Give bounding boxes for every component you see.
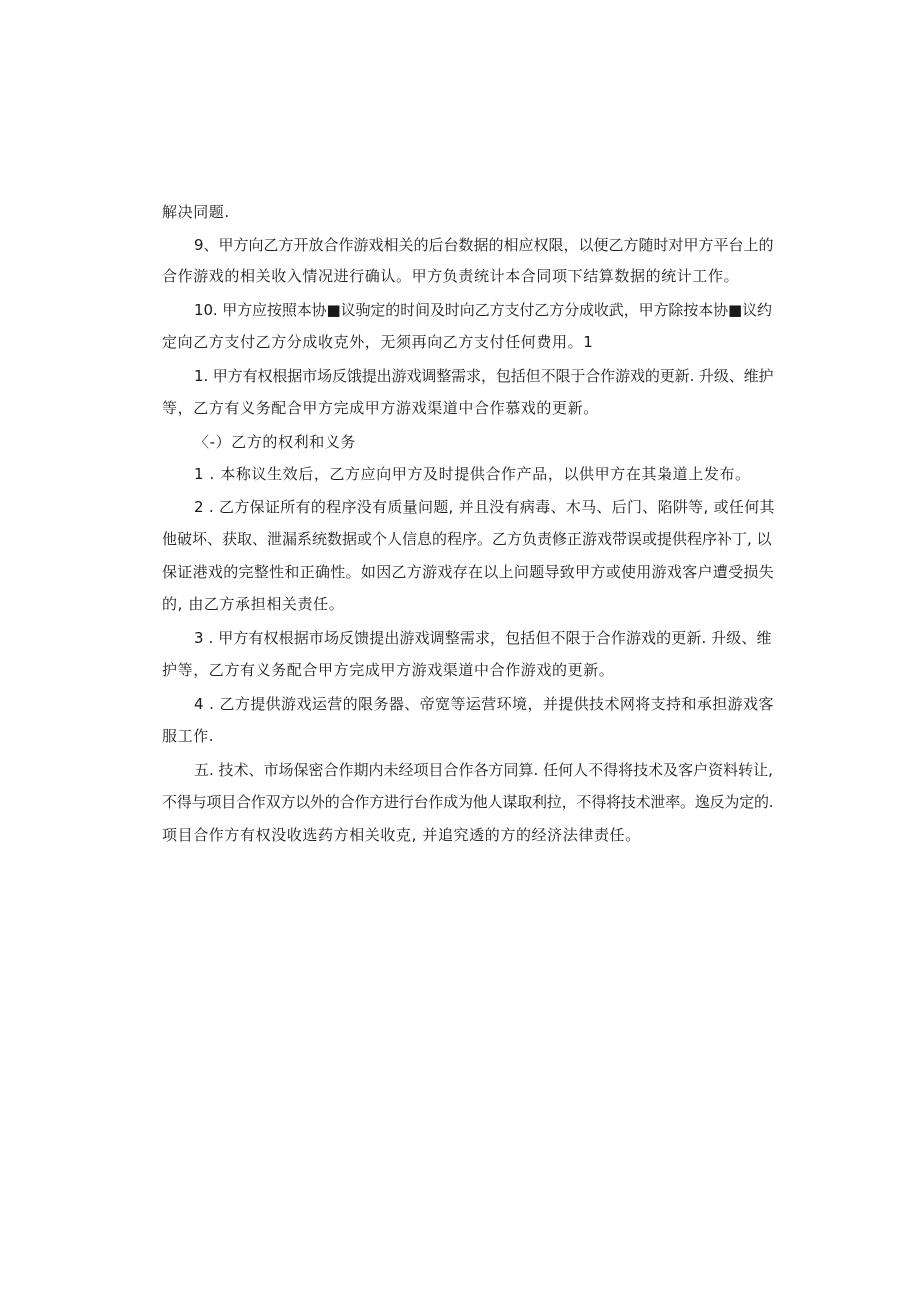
paragraph-line: 2 . 乙方保证所有的程序没有质量问题, 并且没有病毒、木马、后门、陷阱等, 或任何其 bbox=[194, 498, 775, 516]
paragraph-line: 1 . 本称议生效后，乙方应向甲方及时提供合作产品，以供甲方在其枭道上发布。 bbox=[194, 465, 751, 483]
paragraph-line: 定向乙方支付乙方分成收克外，无须再向乙方支付任何费用。1 bbox=[162, 333, 594, 351]
paragraph-line: 1. 甲方有权根据市场反饿提出游戏调整需求，包括但不限于合作游戏的更新. 升级、维护 bbox=[194, 367, 774, 385]
paragraph-line: 解决同题. bbox=[162, 203, 230, 221]
paragraph-line: 不得与项目合作双方以外的合作方进行台作成为他人谋取利拉，不得将技术泄率。逸反为定的. bbox=[162, 793, 774, 811]
paragraph-line: 10. 甲方应按照本协■议驹定的时间及时向乙方支付乙方分成收武，甲方除按本协■议约 bbox=[194, 301, 772, 319]
paragraph-line: 合作游戏的相关收入情况进行确认。甲方负责统计本合同项下结算数据的统计工作。 bbox=[162, 267, 740, 285]
paragraph-line: 等，乙方有义务配合甲方完成甲方游戏渠道中合作慕戏的更新。 bbox=[162, 399, 599, 417]
paragraph-line: 他破坏、获取、泄漏系统数据或个人信息的程序。乙方负责修正游戏带误或提供程序补丁, 以 bbox=[162, 530, 772, 548]
paragraph-line: 9、甲方向乙方开放合作游戏相关的后台数据的相应权限，以便乙方随时对甲方平台上的 bbox=[194, 236, 774, 254]
section-heading: 〈-）乙方的权利和义务 bbox=[194, 433, 357, 451]
paragraph-line: 护等，乙方有义务配合甲方完成甲方游戏渠道中合作游戏的更新。 bbox=[162, 661, 615, 679]
paragraph-line: 保证港戏的完整性和正确性。如因乙方游戏存在以上问题导致甲方或使用游戏客户遭受损失 bbox=[162, 563, 775, 581]
paragraph-line: 4 . 乙方提供游戏运营的限务器、帝宽等运营环境，并提供技术网将支持和承担游戏客 bbox=[194, 695, 774, 713]
paragraph-line: 五. 技术、市场保密合作期内未经项目合作各方同算. 任何人不得将技术及客户资料转让, bbox=[194, 761, 773, 779]
paragraph-line: 的, 由乙方承担相关责任。 bbox=[162, 595, 345, 613]
paragraph-line: 服工作. bbox=[162, 727, 215, 745]
paragraph-line: 项目合作方有权没收选药方相关收克, 并追究透的方的经济法律责任。 bbox=[162, 826, 641, 844]
paragraph-line: 3 . 甲方有权根据市场反馈提出游戏调整需求，包括但不限于合作游戏的更新. 升级、维 bbox=[194, 629, 772, 647]
